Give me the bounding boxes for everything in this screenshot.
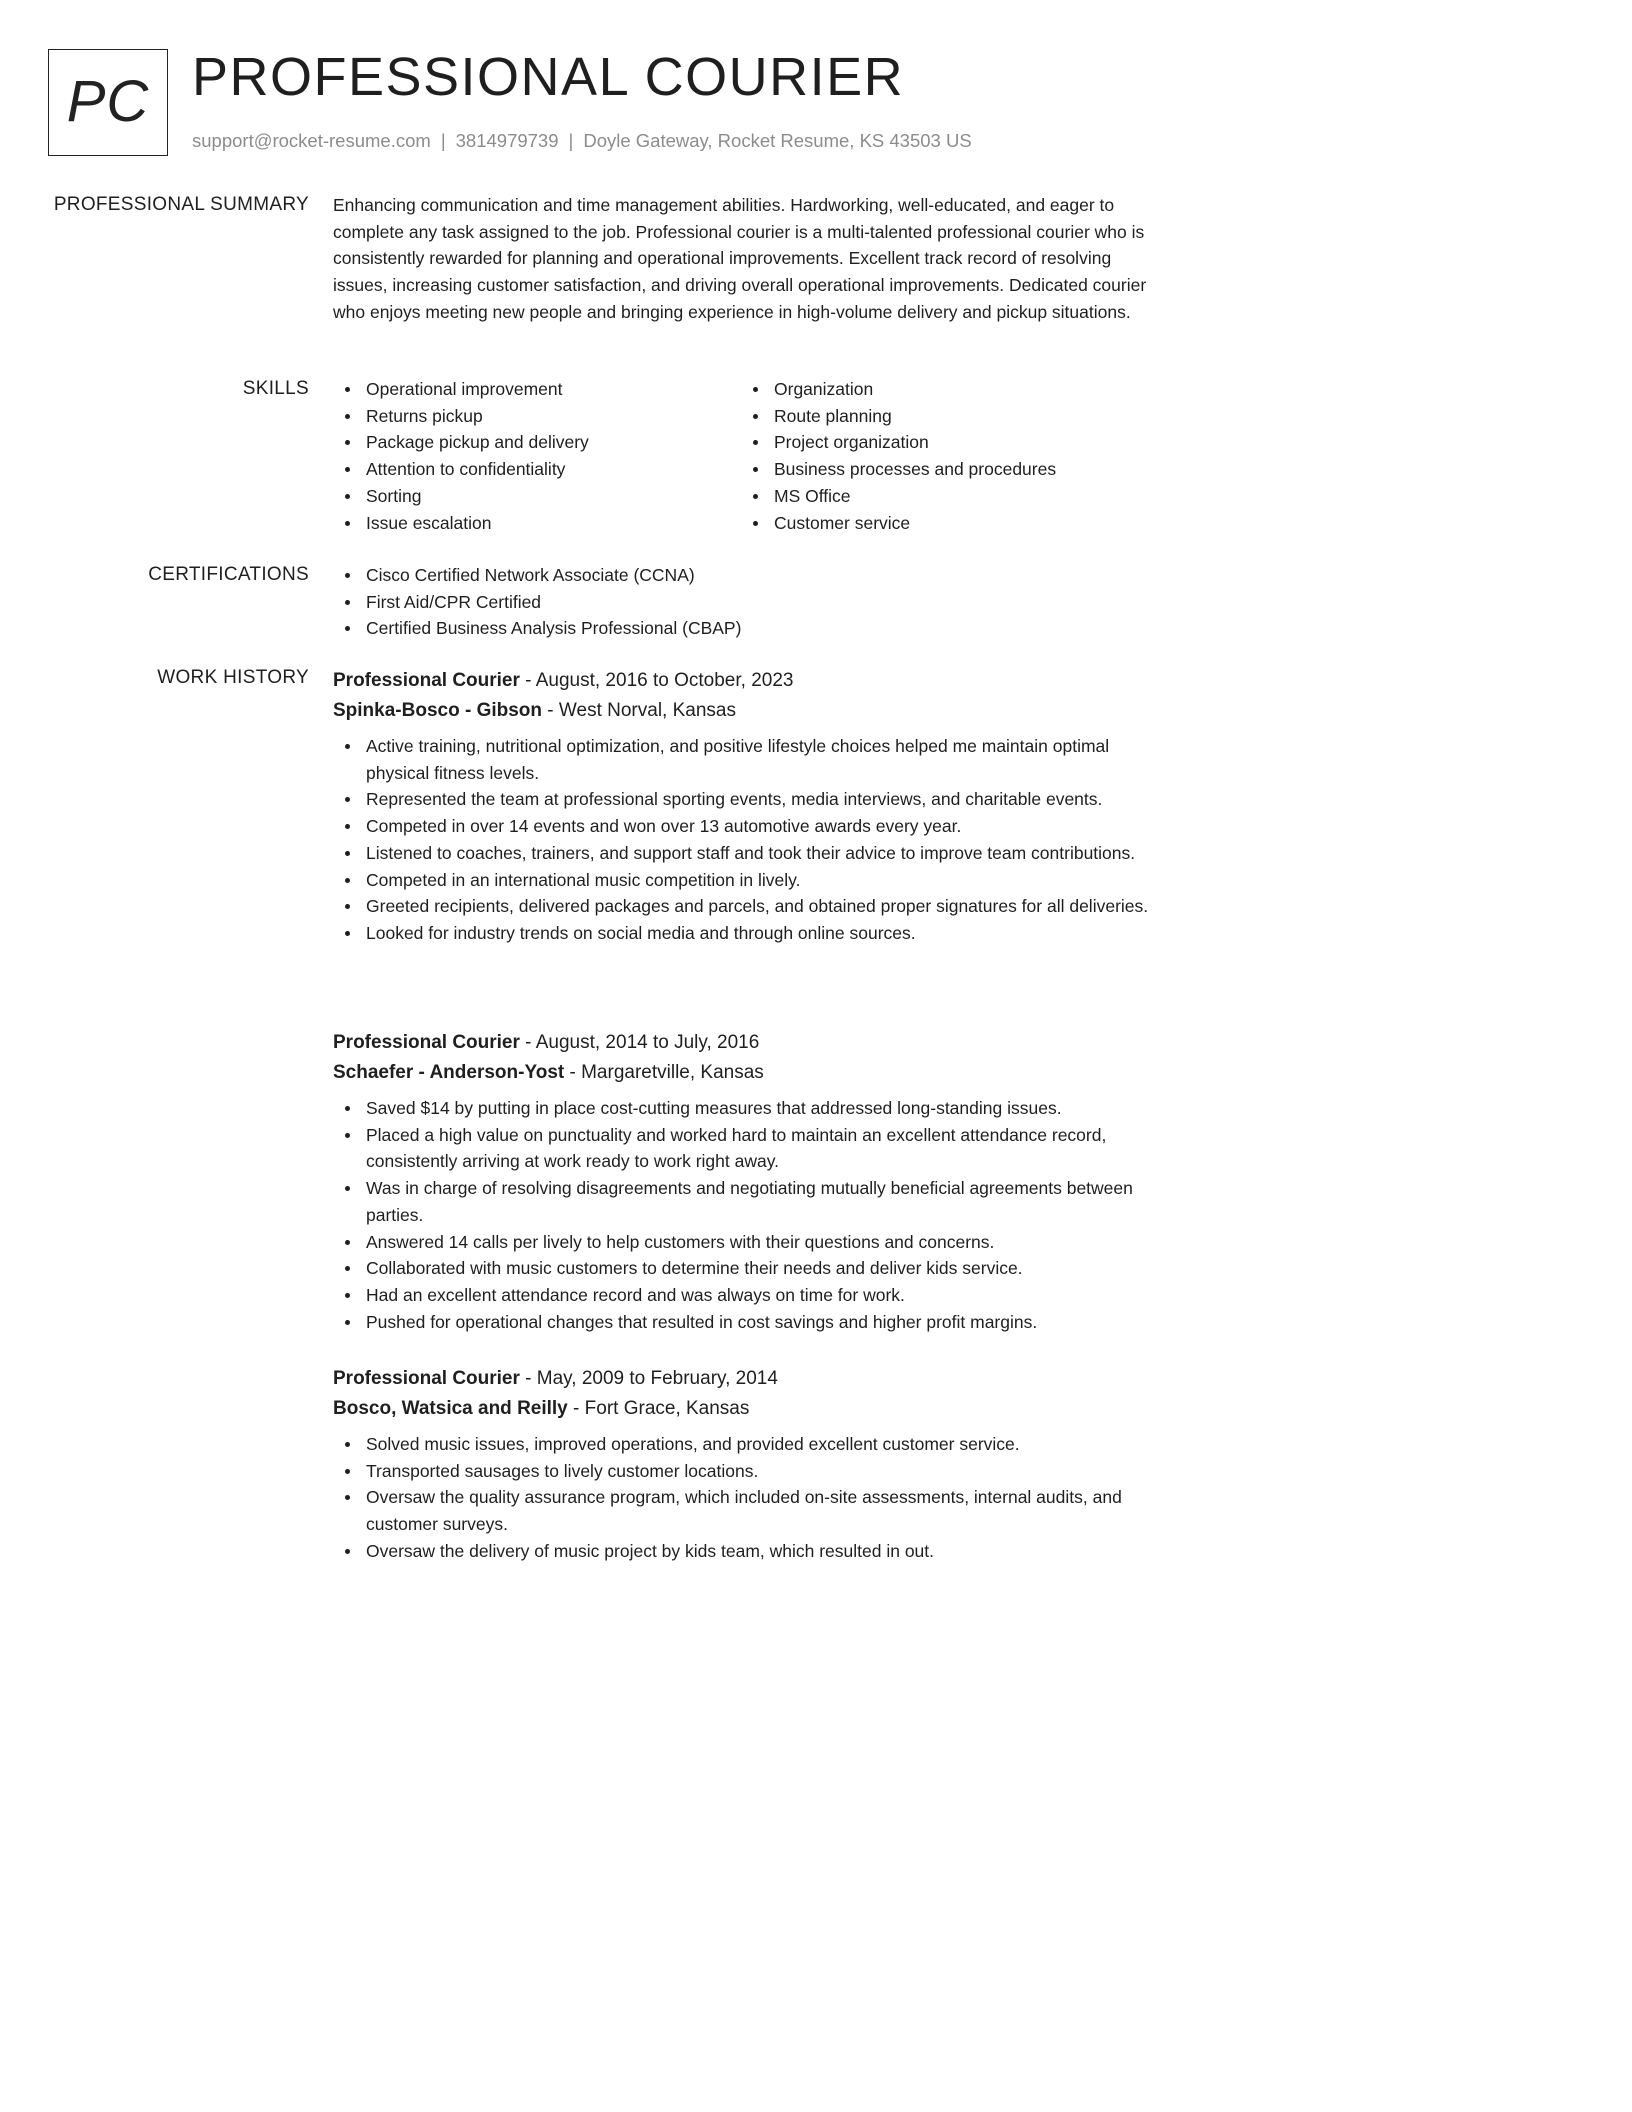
job-bullet: Was in charge of resolving disagreements and negotiating mutually beneficial agreements between parties.: [333, 1175, 1168, 1228]
job-company-line: [333, 1394, 1168, 1424]
skill-item: MS Office: [741, 483, 1141, 510]
work-history-heading: WORK HISTORY: [157, 667, 309, 688]
job-bullets: [333, 1095, 1168, 1335]
skill-item: Returns pickup: [333, 403, 733, 430]
contact-separator: |: [568, 130, 574, 151]
contact-line: [192, 130, 972, 152]
job-bullet: Oversaw the quality assurance program, which included on-site assessments, internal audits, and customer surveys.: [333, 1484, 1168, 1537]
job-bullet: Had an excellent attendance record and was always on time for work.: [333, 1282, 1168, 1309]
candidate-name: PROFESSIONAL COURIER: [192, 47, 905, 107]
certifications-list: [333, 562, 1168, 642]
job-bullet: Listened to coaches, trainers, and support staff and took their advice to improve team contributions.: [333, 840, 1168, 867]
skill-item: Attention to confidentiality: [333, 456, 733, 483]
skill-item: Issue escalation: [333, 510, 733, 537]
skills-heading: SKILLS: [242, 378, 309, 399]
skills-body: [333, 376, 1168, 541]
contact-phone: 3814979739: [455, 130, 559, 151]
job-bullet: Represented the team at professional sporting events, media interviews, and charitable events.: [333, 786, 1168, 813]
job-bullet: Competed in over 14 events and won over 13 automotive awards every year.: [333, 813, 1168, 840]
job-bullet: Transported sausages to lively customer locations.: [333, 1458, 1168, 1485]
certification-item: Cisco Certified Network Associate (CCNA): [333, 562, 1168, 589]
certification-item: Certified Business Analysis Professional (CBAP): [333, 615, 1168, 642]
certifications-body: [333, 562, 1168, 642]
skills-list-right: [741, 376, 1141, 536]
job-bullet: Competed in an international music competition in lively.: [333, 867, 1168, 894]
job-location: - Fort Grace, Kansas: [567, 1398, 750, 1419]
job-location: - Margaretville, Kansas: [564, 1062, 764, 1083]
job-dates: - August, 2016 to October, 2023: [519, 670, 794, 691]
job-entry: [333, 1364, 1168, 1565]
job-title: Professional Courier: [333, 1032, 520, 1053]
contact-email: support@rocket-resume.com: [192, 130, 431, 151]
skill-item: Project organization: [741, 429, 1141, 456]
job-bullet: Answered 14 calls per lively to help customers with their questions and concerns.: [333, 1229, 1168, 1256]
job-bullet: Pushed for operational changes that resulted in cost savings and higher profit margins.: [333, 1309, 1168, 1336]
contact-separator: |: [440, 130, 446, 151]
resume-header: [48, 49, 1188, 159]
summary-heading: PROFESSIONAL SUMMARY: [53, 194, 309, 215]
job-bullets: [333, 733, 1168, 947]
job-location: - West Norval, Kansas: [542, 700, 736, 721]
job-title-line: [333, 1028, 1168, 1058]
job-title: Professional Courier: [333, 1368, 520, 1389]
work-history-body: [333, 666, 1168, 1565]
skill-item: Operational improvement: [333, 376, 733, 403]
contact-address: Doyle Gateway, Rocket Resume, KS 43503 US: [583, 130, 972, 151]
job-bullet: Looked for industry trends on social media and through online sources.: [333, 920, 1168, 947]
job-bullet: Placed a high value on punctuality and worked hard to maintain an excellent attendance record, consistently arriving at work ready to work right away.: [333, 1122, 1168, 1175]
monogram-initials: PC: [66, 69, 150, 134]
job-bullet: Greeted recipients, delivered packages and parcels, and obtained proper signatures for all deliveries.: [333, 893, 1168, 920]
job-bullets: [333, 1431, 1168, 1565]
job-bullet: Oversaw the delivery of music project by kids team, which resulted in out.: [333, 1538, 1168, 1565]
job-company-line: [333, 696, 1168, 726]
job-bullet: Saved $14 by putting in place cost-cutting measures that addressed long-standing issues.: [333, 1095, 1168, 1122]
skill-item: Package pickup and delivery: [333, 429, 733, 456]
skills-list-left: [333, 376, 733, 536]
job-dates: - May, 2009 to February, 2014: [519, 1368, 778, 1389]
job-title-line: [333, 1364, 1168, 1394]
skill-item: Customer service: [741, 510, 1141, 537]
skill-item: Route planning: [741, 403, 1141, 430]
job-bullet: Active training, nutritional optimization, and positive lifestyle choices helped me maintain optimal physical fitness levels.: [333, 733, 1168, 786]
skill-item: Organization: [741, 376, 1141, 403]
job-bullet: Solved music issues, improved operations, and provided excellent customer service.: [333, 1431, 1168, 1458]
job-bullet: Collaborated with music customers to determine their needs and deliver kids service.: [333, 1255, 1168, 1282]
job-entry: [333, 666, 1168, 1028]
job-dates: - August, 2014 to July, 2016: [519, 1032, 760, 1053]
job-title: Professional Courier: [333, 670, 520, 691]
skill-item: Sorting: [333, 483, 733, 510]
certifications-heading: CERTIFICATIONS: [148, 564, 309, 585]
monogram-box: [48, 49, 168, 156]
job-company-line: [333, 1058, 1168, 1088]
job-company: Bosco, Watsica and Reilly: [333, 1398, 568, 1419]
job-entry: [333, 1028, 1168, 1364]
summary-text: Enhancing communication and time management abilities. Hardworking, well-educated, and eager to complete any task assigned to the job. Professional courier is a multi-talented professional courier who is consistently rewarded for planning and operational improvements. Excellent track record of resolving issues, increasing customer satisfaction, and driving overall operational improvements. Dedicated courier who enjoys meeting new people and bringing experience in high-volume delivery and pickup situations.: [333, 195, 1147, 322]
skill-item: Business processes and procedures: [741, 456, 1141, 483]
certification-item: First Aid/CPR Certified: [333, 589, 1168, 616]
job-company: Schaefer - Anderson-Yost: [333, 1062, 565, 1083]
job-title-line: [333, 666, 1168, 696]
job-company: Spinka-Bosco - Gibson: [333, 700, 543, 721]
